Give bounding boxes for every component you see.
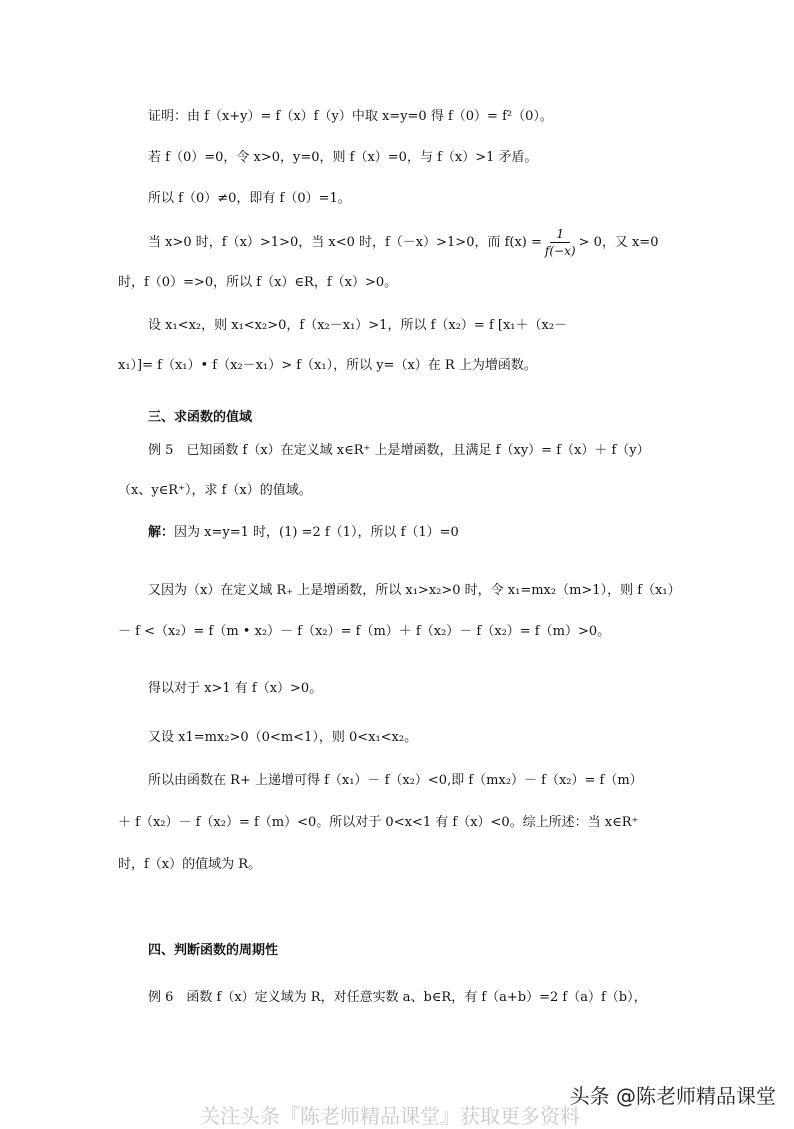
solution-line-2: 又因为（x）在定义域 R₊ 上是增函数，所以 x₁>x₂>0 时，令 x₁=mx₂（m>1），则 f（x₁） (148, 583, 681, 598)
solution-line-8: 时，f（x）的值域为 R。 (118, 857, 262, 872)
solution-line-3: － f <（x₂）= f（m • x₂）－ f（x₂）= f（m）＋ f（x₂）－ f（x₂）= f（m）>0。 (118, 624, 611, 639)
proof-line-3: 所以 f（0）≠0，即有 f（0）=1。 (148, 191, 351, 206)
proof-line-7: x₁）]= f（x₁）• f（x₂－x₁）> f（x₁），所以 y=（x）在 R 上为增函数。 (118, 358, 537, 373)
example-5-line-1: 例 5 已知函数 f（x）在定义域 x∈R⁺ 上是增函数，且满足 f（xy）= f（x）＋ f（y） (148, 443, 650, 458)
account-watermark: 头条 @陈老师精品课堂 (569, 1084, 776, 1108)
solution-text: 因为 x=y=1 时，(1) =2 f（1），所以 f（1）=0 (174, 525, 459, 540)
proof-line-1: 证明：由 f（x+y）= f（x）f（y）中取 x=y=0 得 f（0）= f²（0）。 (148, 109, 553, 124)
fraction-numerator: 1 (550, 226, 570, 243)
section-3-heading: 三、求函数的值域 (148, 410, 253, 425)
frac-line-pre: 当 x>0 时，f（x）>1>0，当 x<0 时，f（－x）>1>0，而 f(x) = (148, 235, 542, 250)
solution-line (148, 524, 459, 542)
section-4-heading: 四、判断函数的周期性 (148, 943, 279, 958)
solution-line-5: 又设 x1=mx₂>0（0<m<1），则 0<x₁<x₂。 (148, 730, 418, 745)
solution-line-7: ＋ f（x₂）－ f（x₂）= f（m）<0。所以对于 0<x<1 有 f（x）<0。综上所述：当 x∈R⁺ (118, 815, 639, 830)
solution-line-6: 所以由函数在 R+ 上递增可得 f（x₁）－ f（x₂）<0,即 f（mx₂）－ f（x₂）= f（m） (148, 773, 643, 788)
footer-watermark: 关注头条『陈老师精品课堂』获取更多资料 (200, 1104, 580, 1128)
proof-line-6: 设 x₁<x₂，则 x₁<x₂>0，f（x₂－x₁）>1，所以 f（x₂）= f [x₁＋（x₂－ (148, 318, 568, 333)
proof-line-2: 若 f（0）=0，令 x>0，y=0，则 f（x）=0，与 f（x）>1 矛盾。 (148, 150, 538, 165)
solution-label: 解： (148, 525, 175, 540)
example-6-line-1: 例 6 函数 f（x）定义域为 R，对任意实数 a、b∈R，有 f（a+b）=2 f（a）f（b）， (148, 990, 647, 1005)
proof-line-4 (148, 226, 658, 260)
fraction (545, 226, 576, 259)
solution-line-4: 得以对于 x>1 有 f（x）>0。 (148, 681, 323, 696)
proof-line-5: 时，f（0）=>0，所以 f（x）∈R，f（x）>0。 (118, 275, 398, 290)
fraction-denominator: f(−x) (544, 244, 576, 258)
example-5-line-2: （x、y∈R⁺），求 f（x）的值域。 (118, 483, 312, 498)
frac-line-post: > 0，又 x=0 (578, 235, 659, 250)
